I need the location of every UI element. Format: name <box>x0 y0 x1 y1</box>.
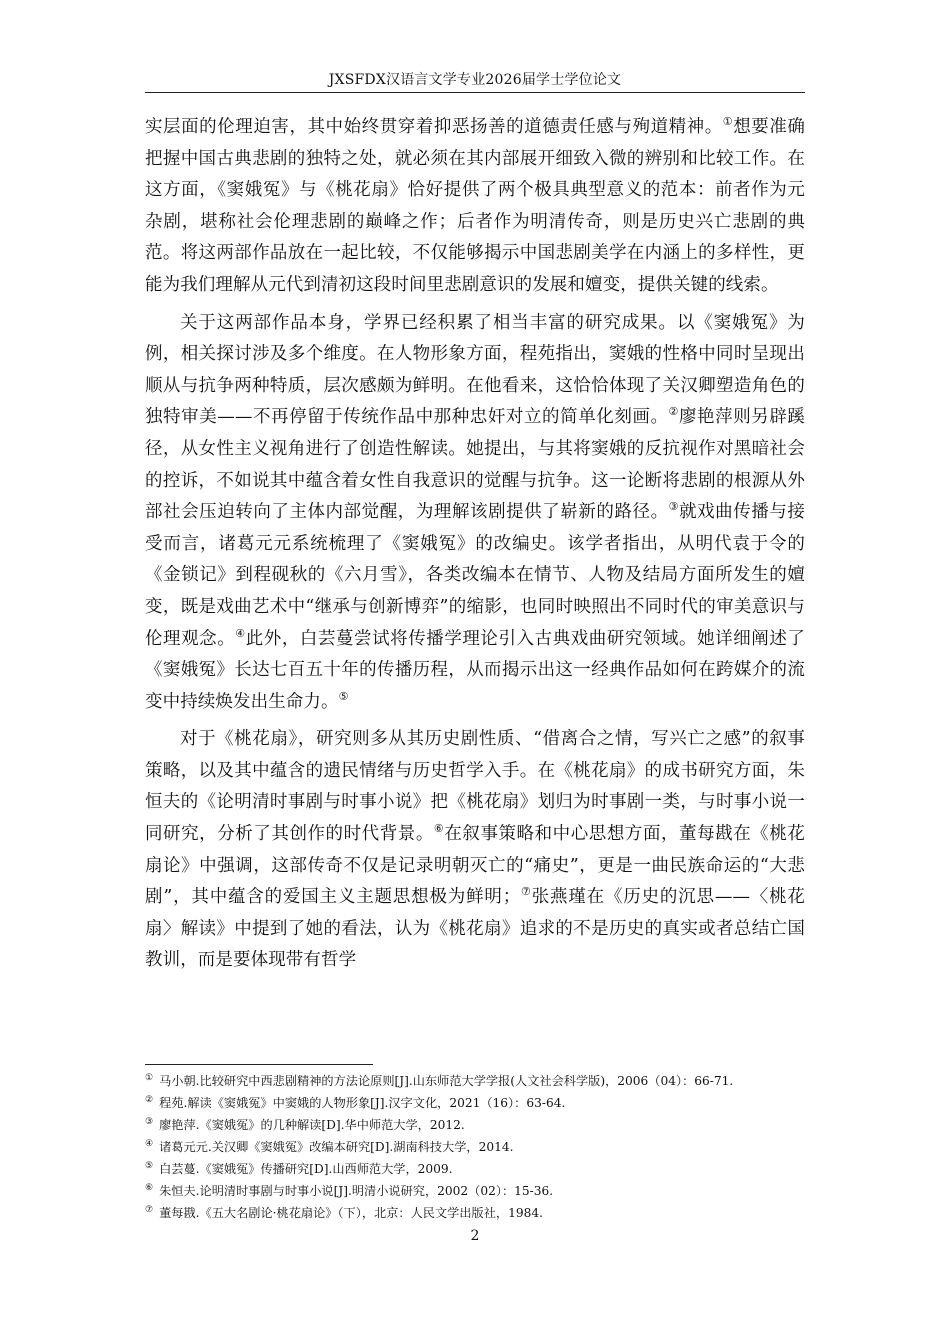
paragraph-text: 就戏曲传播与接受而言，诸葛元元系统梳理了《窦娥冤》的改编史。该学者指出，从明代袁于令的《金锁记》到程砚秋的《六月雪》，各类改编本在情节、人物及结局方面所发生的嬗变，既是戏曲艺术中“继承与创新博弈”的缩影，也同时映照出不同时代的审美意识与伦理观念。 <box>145 502 805 649</box>
footnote-3 <box>145 1115 805 1135</box>
footnote-text: 白芸蔓.《窦娥冤》传播研究[D].山西师范大学，2009. <box>159 1162 453 1176</box>
footnote-6 <box>145 1181 805 1201</box>
running-header: JXSFDX汉语言文学专业2026届学士学位论文 <box>328 72 622 88</box>
paragraph-2 <box>145 308 805 719</box>
footnote-mark: ⑥ <box>145 1182 154 1193</box>
footnote-reference: ⑤ <box>338 689 349 703</box>
footnotes <box>145 1071 805 1225</box>
paragraph-text: 张燕瑾在《历史的沉思——〈桃花扇〉解读》中提到了她的看法，认为《桃花扇》追求的不是历史的真实或者总结亡国教训，而是要体现带有哲学 <box>145 887 805 971</box>
footnote-reference: ④ <box>235 626 246 640</box>
paragraph-text: 此外，白芸蔓尝试将传播学理论引入古典戏曲研究领域。她详细阐述了《窦娥冤》长达七百五十年的传播历程，从而揭示出这一经典作品如何在跨媒介的流变中持续焕发出生命力。 <box>145 628 805 712</box>
footnote-mark: ⑤ <box>145 1160 154 1171</box>
footnote-text: 董每戡.《五大名剧论·桃花扇论》（下），北京：人民文学出版社，1984. <box>159 1206 543 1220</box>
paragraph-text: 想要准确把握中国古典悲剧的独特之处，就必须在其内部展开细致入微的辨别和比较工作。在这方面，《窦娥冤》与《桃花扇》恰好提供了两个极具典型意义的范本：前者作为元杂剧，堪称社会伦理悲剧的巅峰之作；后者作为明清传奇，则是历史兴亡悲剧的典范。将这两部作品放在一起比较，不仅能够揭示中国悲剧美学在内涵上的多样性，更能为我们理解从元代到清初这段时间里悲剧意识的发展和嬗变，提供关键的线索。 <box>145 117 805 295</box>
footnote-reference: ⑦ <box>520 885 532 899</box>
footnote-mark: ⑦ <box>145 1204 154 1215</box>
footnote-2 <box>145 1093 805 1113</box>
footnote-5 <box>145 1159 805 1179</box>
paragraph-text: 关于这两部作品本身，学界已经积累了相当丰富的研究成果。以《窦娥冤》为例，相关探讨涉及多个维度。在人物形象方面，程苑指出，窦娥的性格中同时呈现出顺从与抗争两种特质，层次感颇为鲜明。在他看来，这恰恰体现了关汉卿塑造角色的独特审美——不再停留于传统作品中那种忠奸对立的简单化刻画。 <box>145 312 805 428</box>
footnote-text: 程苑.解读《窦娥冤》中窦娥的人物形象[J].汉字文化，2021（16）：63-64. <box>159 1096 566 1110</box>
paragraph-text: 廖艳萍则另辟蹊径，从女性主义视角进行了创造性解读。她提出，与其将窦娥的反抗视作对黑暗社会的控诉，不如说其中蕴含着女性自我意识的觉醒与抗争。这一论断将悲剧的根源从外部社会压迫转向了主体内部觉醒，为理解该剧提供了崭新的路径。 <box>145 407 805 523</box>
header-rule <box>145 92 805 93</box>
footnote-mark: ④ <box>145 1138 154 1149</box>
footnote-1 <box>145 1071 805 1091</box>
paragraph-text: 实层面的伦理迫害，其中始终贯穿着抑恶扬善的道德责任感与殉道精神。 <box>145 117 723 137</box>
footnote-reference: ③ <box>668 500 680 514</box>
footnote-text: 廖艳萍.《窦娥冤》的几种解读[D].华中师范大学，2012. <box>159 1118 465 1132</box>
footnote-reference: ② <box>668 405 679 419</box>
footnote-rule <box>145 1064 373 1065</box>
footnote-mark: ① <box>145 1072 154 1083</box>
footnote-mark: ③ <box>145 1116 154 1127</box>
footnote-mark: ② <box>145 1094 154 1105</box>
paragraph-1 <box>145 112 805 302</box>
footnote-text: 马小朝.比较研究中西悲剧精神的方法论原则[J].山东师范大学学报(人文社会科学版)，2006（04）：66-71. <box>159 1074 734 1088</box>
paragraph-text: 对于《桃花扇》，研究则多从其历史剧性质、“借离合之情，写兴亡之感”的叙事策略，以及其中蕴含的遗民情绪与历史哲学入手。在《桃花扇》的成书研究方面，朱恒夫的《论明清时事剧与时事小说》把《桃花扇》划归为时事剧一类，与时事小说一同研究，分析了其创作的时代背景。 <box>145 729 805 845</box>
footnote-text: 朱恒夫.论明清时事剧与时事小说[J].明清小说研究，2002（02）：15-36. <box>159 1184 554 1198</box>
paragraph-text: 在叙事策略和中心思想方面，董每戡在《桃花扇论》中强调，这部传奇不仅是记录明朝灭亡的“痛史”，更是一曲民族命运的“大悲剧”，其中蕴含的爱国主义主题思想极为鲜明； <box>145 824 805 908</box>
footnote-4 <box>145 1137 805 1157</box>
page-number: 2 <box>470 1228 480 1244</box>
paragraph-3 <box>145 724 805 977</box>
body-text <box>145 112 805 977</box>
footnote-reference: ① <box>722 115 734 129</box>
footnote-7 <box>145 1203 805 1223</box>
footnote-reference: ⑥ <box>433 822 445 836</box>
footnote-text: 诸葛元元.关汉卿《窦娥冤》改编本研究[D].湖南科技大学，2014. <box>159 1140 514 1154</box>
